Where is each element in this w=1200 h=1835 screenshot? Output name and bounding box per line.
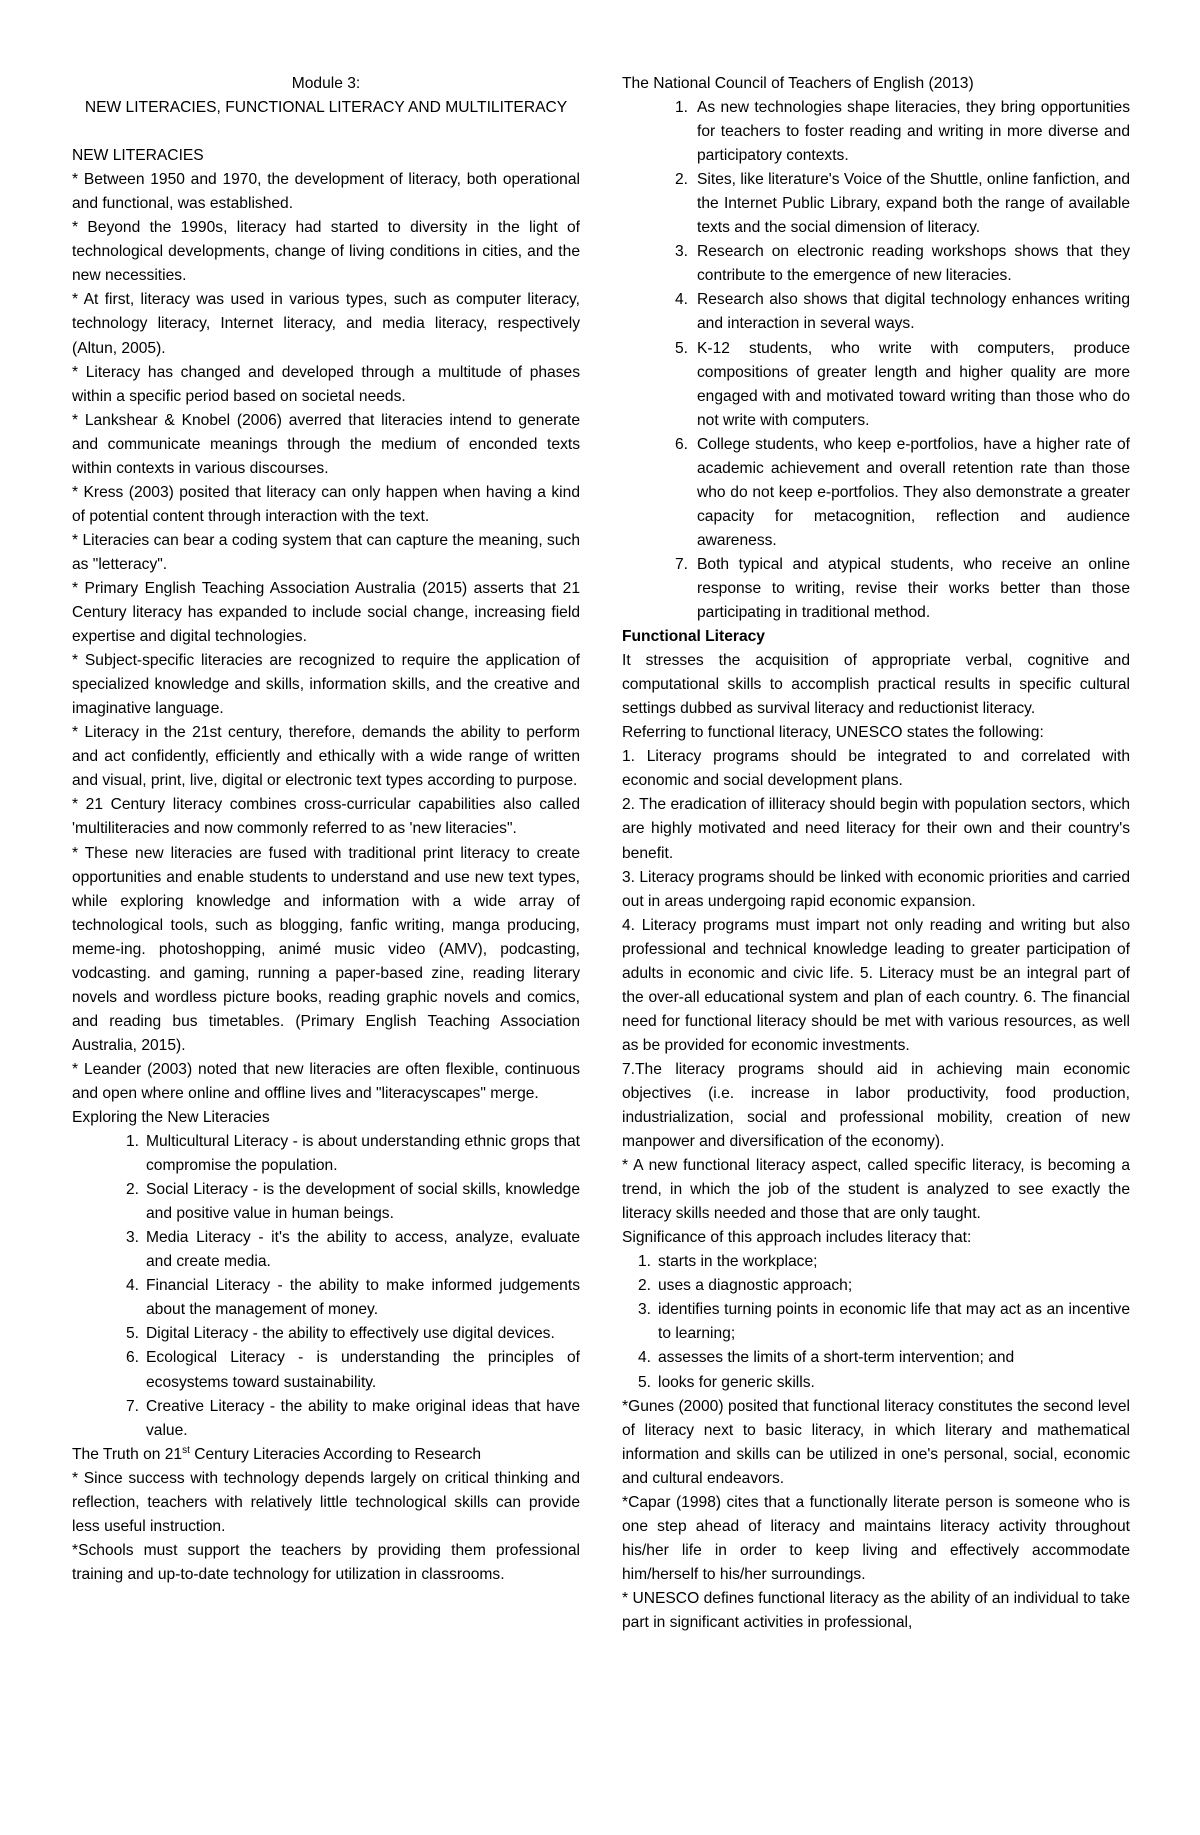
significance-list [622, 1250, 1130, 1394]
list-item: 4. assesses the limits of a short-term intervention; and [638, 1349, 1015, 1367]
paragraph: * Since success with technology depends largely on critical thinking and reflection, teachers with relatively little technological skills can provide less useful instruction. [72, 1469, 580, 1535]
list-item: 2. Social Literacy - is the development of social skills, knowledge and positive value in human beings. [126, 1181, 580, 1223]
paragraph: * Literacy in the 21st century, therefore, demands the ability to perform and act confidently, efficiently and ethically with a wide range of written and visual, print, live, digital or electronic text types according to purpose. [72, 724, 580, 790]
paragraph: * Lankshear & Knobel (2006) averred that literacies intend to generate and communicate meanings through the medium of enconded texts within contexts in various discourses. [72, 411, 580, 477]
list-item: 4. Research also shows that digital technology enhances writing and interaction in several ways. [675, 291, 1130, 333]
ncte-heading: The National Council of Teachers of English (2013) [622, 75, 974, 92]
paragraph: * A new functional literacy aspect, called specific literacy, is becoming a trend, in which the job of the student is analyzed to see exactly the literacy skills needed and those that are only taught. [622, 1157, 1130, 1223]
list-item: 3. identifies turning points in economic life that may act as an incentive to learning; [638, 1301, 1130, 1343]
list-item: 7. Both typical and atypical students, who receive an online response to writing, revise their works better than those participating in traditional method. [675, 555, 1130, 622]
list-item: 7. Creative Literacy - the ability to make original ideas that have value. [126, 1397, 580, 1439]
paragraph: It stresses the acquisition of appropriate verbal, cognitive and computational skills to accomplish practical results in specific cultural settings dubbed as survival literacy and reductionist literacy. [622, 652, 1130, 718]
paragraph: * These new literacies are fused with traditional print literacy to create opportunities and enable students to understand and use new text types, while exploring knowledge and information with a wide array of technological tools, such as blogging, fanfic writing, manga producing, meme-ing. photoshopping, animé music video (AMV), podcasting, vodcasting. and gaming, running a paper-based zine, reading literary novels and wordless picture books, reading graphic novels and comics, and reading bus timetables. (Primary English Teaching Association Australia, 2015). [72, 844, 580, 1054]
list-item: 1. Multicultural Literacy - is about understanding ethnic grops that compromise the population. [126, 1133, 580, 1175]
list-item: 5. Digital Literacy - the ability to effectively use digital devices. [126, 1325, 555, 1343]
paragraph: * At first, literacy was used in various types, such as computer literacy, technology literacy, Internet literacy, and media literacy, respectively (Altun, 2005). [72, 291, 580, 357]
section-heading-new-literacies: NEW LITERACIES [72, 147, 204, 165]
list-item: 1. starts in the workplace; [638, 1253, 818, 1271]
truth-heading: The Truth on 21st Century Literacies According to Research [72, 1444, 482, 1463]
paragraph: * Literacies can bear a coding system that can capture the meaning, such as "letteracy". [72, 531, 580, 573]
unesco-intro: Referring to functional literacy, UNESCO states the following: [622, 724, 1044, 742]
paragraph: * Between 1950 and 1970, the development of literacy, both operational and functional, was established. [72, 171, 580, 213]
paragraph: * UNESCO defines functional literacy as the ability of an individual to take part in significant activities in professional, [622, 1589, 1130, 1631]
list-item: 6. College students, who keep e-portfolios, have a higher rate of academic achievement and overall retention rate than those who do not keep e-portfolios. They also demonstrate a greater capacity for metacognition, reflection and audience awareness. [675, 435, 1130, 549]
list-item: 1. As new technologies shape literacies, they bring opportunities for teachers to foster reading and writing in more diverse and participatory contexts. [675, 99, 1130, 165]
paragraph: * Primary English Teaching Association Australia (2015) asserts that 21 Century literacy has expanded to include social change, increasing field expertise and digital technologies. [72, 579, 580, 646]
list-item: 6. Ecological Literacy - is understanding the principles of ecosystems toward sustainability. [126, 1349, 580, 1391]
paragraph: * Kress (2003) posited that literacy can only happen when having a kind of potential content through interaction with the text. [72, 483, 580, 525]
new-literacies-paragraphs [72, 168, 580, 1106]
paragraph: * Beyond the 1990s, literacy had started to diversity in the light of technological developments, change of living conditions in cities, and the new necessities. [72, 219, 580, 285]
exploring-heading: Exploring the New Literacies [72, 1109, 270, 1127]
blank-line [72, 120, 580, 144]
exploring-list [72, 1130, 580, 1443]
left-column [72, 72, 580, 1587]
paragraph: 4. Literacy programs must impart not only reading and writing but also professional and technical knowledge leading to greater participation of adults in economic and civic life. 5. Literacy must be an integral part of the over-all educational system and plan of each country. 6. The financial need for functional literacy should be met with various resources, as well as be provided for economic investments. [622, 916, 1130, 1054]
paragraph: *Gunes (2000) posited that functional literacy constitutes the second level of literacy next to basic literacy, in which literary and mathematical information and skills can be utilized in one's personal, social, economic and cultural endeavors. [622, 1397, 1130, 1487]
paragraph: *Schools must support the teachers by providing them professional training and up-to-date technology for utilization in classrooms. [72, 1541, 580, 1583]
paragraph: * Subject-specific literacies are recognized to require the application of specialized knowledge and skills, information skills, and the creative and imaginative language. [72, 652, 580, 718]
paragraph: 2. The eradication of illiteracy should begin with population sectors, which are highly motivated and need literacy for their own and their country's benefit. [622, 796, 1130, 862]
paragraph: * Literacy has changed and developed through a multitude of phases within a specific period based on societal needs. [72, 363, 580, 405]
list-item: 3. Media Literacy - it's the ability to access, analyze, evaluate and create media. [126, 1229, 580, 1271]
paragraph: *Capar (1998) cites that a functionally literate person is someone who is one step ahead of literacy and maintains literacy activity throughout his/her life in order to keep living and effectively accommodate him/herself to his/her surroundings. [622, 1493, 1130, 1583]
paragraph: 1. Literacy programs should be integrated to and correlated with economic and social development plans. [622, 748, 1130, 790]
right-column [622, 72, 1130, 1635]
paragraph: 7.The literacy programs should aid in achieving main economic objectives (i.e. increase in labor productivity, food production, industrialization, social and professional mobility, creation of new manpower and diversification of the economy). [622, 1060, 1130, 1151]
paragraph: * 21 Century literacy combines cross-curricular capabilities also called 'multiliteracies and now commonly referred to as 'new literacies". [72, 796, 580, 838]
module-subtitle: NEW LITERACIES, FUNCTIONAL LITERACY AND MULTILITERACY [84, 99, 568, 117]
functional-literacy-heading: Functional Literacy [622, 628, 765, 646]
list-item: 5. K-12 students, who write with computers, produce compositions of greater length and higher quality are more engaged with and motivated toward writing than those who do not write with computers. [675, 339, 1130, 429]
list-item: 5. looks for generic skills. [638, 1373, 815, 1391]
ncte-list [622, 96, 1130, 625]
list-item: 4. Financial Literacy - the ability to make informed judgements about the management of money. [126, 1277, 580, 1319]
list-item: 3. Research on electronic reading workshops shows that they contribute to the emergence of new literacies. [675, 243, 1130, 285]
module-title: Module 3: [291, 75, 361, 92]
paragraph: * Leander (2003) noted that new literacies are often flexible, continuous and open where online and offline lives and "literacyscapes" merge. [72, 1060, 580, 1102]
significance-intro: Significance of this approach includes literacy that: [622, 1229, 972, 1247]
paragraph: 3. Literacy programs should be linked with economic priorities and carried out in areas undergoing rapid economic expansion. [622, 868, 1130, 910]
list-item: 2. Sites, like literature's Voice of the Shuttle, online fanfiction, and the Internet Public Library, expand both the range of available texts and the social dimension of literacy. [675, 171, 1130, 237]
list-item: 2. uses a diagnostic approach; [638, 1277, 853, 1295]
